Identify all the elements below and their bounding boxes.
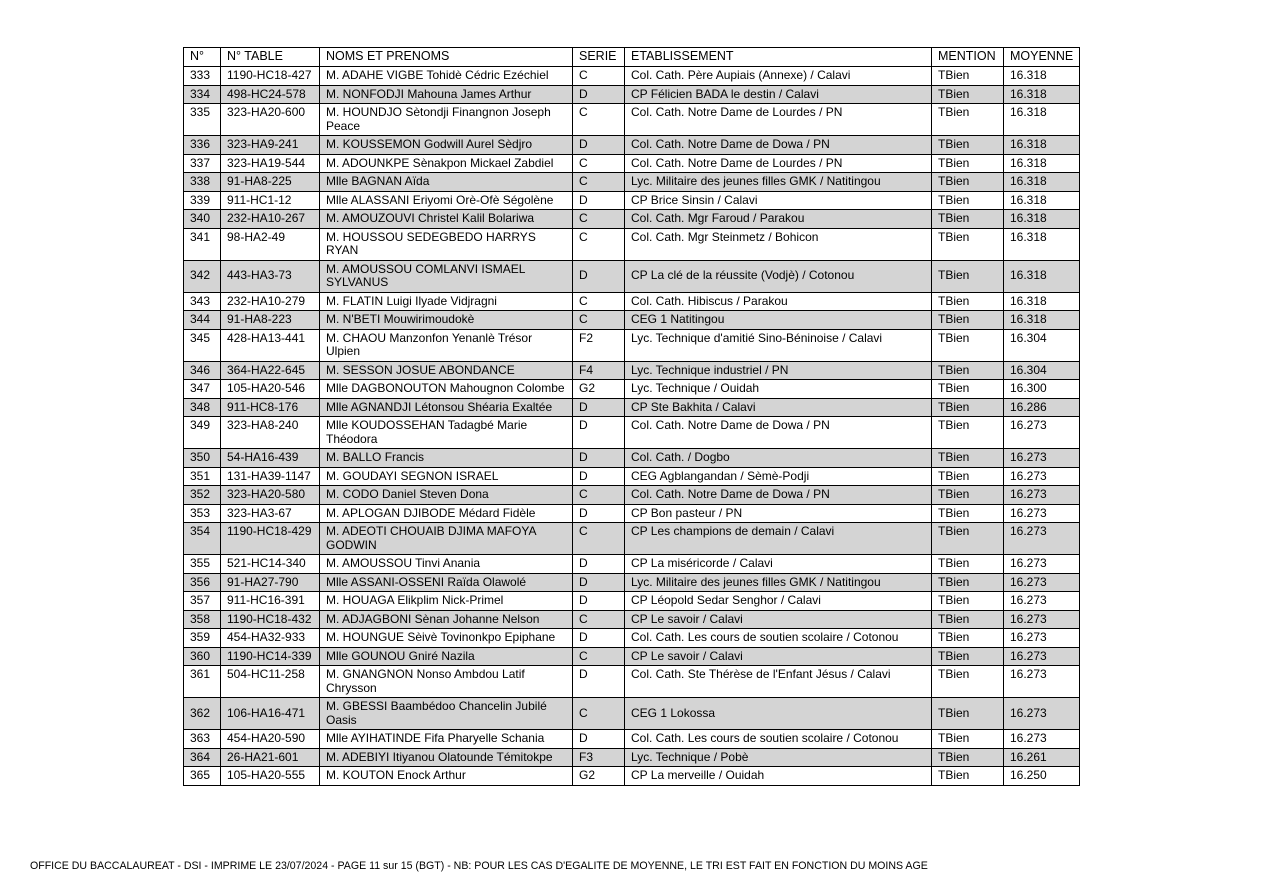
cell-mention: TBien [932, 311, 1004, 330]
cell-mention: TBien [932, 730, 1004, 749]
cell-school: Lyc. Technique / Ouidah [625, 380, 932, 399]
table-row [184, 154, 1080, 173]
table-row [184, 67, 1080, 86]
cell-series: C [573, 523, 625, 555]
cell-table-number: 498-HC24-578 [221, 85, 320, 104]
cell-name: M. AMOUSSOU COMLANVI ISMAEL SYLVANUS [320, 260, 573, 292]
cell-average: 16.273 [1004, 610, 1080, 629]
cell-series: C [573, 486, 625, 505]
cell-table-number: 364-HA22-645 [221, 361, 320, 380]
cell-mention: TBien [932, 767, 1004, 786]
page-footer: OFFICE DU BACCALAUREAT - DSI - IMPRIME LE 23/07/2024 - PAGE 11 sur 15 (BGT) - NB: POUR LES CAS D'EGALITE DE MOYENNE, LE TRI EST FAIT EN FONCTION DU MOINS AGE [30, 860, 928, 872]
cell-number: 358 [184, 610, 221, 629]
cell-name: M. N'BETI Mouwirimoudokè [320, 311, 573, 330]
cell-name: Mlle KOUDOSSEHAN Tadagbé Marie Théodora [320, 417, 573, 449]
cell-table-number: 323-HA20-580 [221, 486, 320, 505]
cell-average: 16.318 [1004, 260, 1080, 292]
cell-table-number: 26-HA21-601 [221, 748, 320, 767]
cell-average: 16.273 [1004, 647, 1080, 666]
cell-name: Mlle DAGBONOUTON Mahougnon Colombe [320, 380, 573, 399]
cell-school: Lyc. Technique / Pobè [625, 748, 932, 767]
cell-table-number: 1190-HC18-429 [221, 523, 320, 555]
cell-school: CP La miséricorde / Calavi [625, 555, 932, 574]
table-row [184, 730, 1080, 749]
header-school: ETABLISSEMENT [625, 48, 932, 67]
table-row [184, 629, 1080, 648]
cell-table-number: 454-HA32-933 [221, 629, 320, 648]
cell-school: CP Félicien BADA le destin / Calavi [625, 85, 932, 104]
table-row [184, 104, 1080, 136]
cell-mention: TBien [932, 85, 1004, 104]
cell-mention: TBien [932, 486, 1004, 505]
cell-mention: TBien [932, 666, 1004, 698]
table-row [184, 467, 1080, 486]
cell-series: D [573, 449, 625, 468]
cell-school: CP Brice Sinsin / Calavi [625, 191, 932, 210]
cell-series: D [573, 504, 625, 523]
cell-table-number: 91-HA8-225 [221, 173, 320, 192]
table-row [184, 767, 1080, 786]
cell-name: M. GNANGNON Nonso Ambdou Latif Chrysson [320, 666, 573, 698]
cell-average: 16.261 [1004, 748, 1080, 767]
cell-average: 16.318 [1004, 292, 1080, 311]
cell-series: C [573, 67, 625, 86]
cell-number: 353 [184, 504, 221, 523]
cell-school: Col. Cath. Mgr Faroud / Parakou [625, 210, 932, 229]
cell-mention: TBien [932, 592, 1004, 611]
cell-series: C [573, 311, 625, 330]
cell-mention: TBien [932, 610, 1004, 629]
cell-name: M. SESSON JOSUE ABONDANCE [320, 361, 573, 380]
table-row [184, 380, 1080, 399]
cell-number: 346 [184, 361, 221, 380]
cell-school: CP Le savoir / Calavi [625, 647, 932, 666]
cell-average: 16.273 [1004, 666, 1080, 698]
cell-series: C [573, 647, 625, 666]
table-row [184, 329, 1080, 361]
table-row [184, 698, 1080, 730]
cell-average: 16.250 [1004, 767, 1080, 786]
cell-series: D [573, 467, 625, 486]
cell-school: Col. Cath. Hibiscus / Parakou [625, 292, 932, 311]
cell-table-number: 91-HA8-223 [221, 311, 320, 330]
cell-series: D [573, 555, 625, 574]
cell-name: Mlle ALASSANI Eriyomi Orè-Ofè Ségolène [320, 191, 573, 210]
table-row [184, 260, 1080, 292]
cell-school: CEG 1 Natitingou [625, 311, 932, 330]
cell-series: D [573, 730, 625, 749]
cell-series: D [573, 592, 625, 611]
cell-series: C [573, 210, 625, 229]
cell-name: M. ADEOTI CHOUAIB DJIMA MAFOYA GODWIN [320, 523, 573, 555]
cell-number: 337 [184, 154, 221, 173]
cell-mention: TBien [932, 361, 1004, 380]
cell-average: 16.318 [1004, 311, 1080, 330]
table-row [184, 573, 1080, 592]
cell-number: 355 [184, 555, 221, 574]
cell-school: Lyc. Technique d'amitié Sino-Béninoise / Calavi [625, 329, 932, 361]
cell-mention: TBien [932, 154, 1004, 173]
cell-school: Col. Cath. Notre Dame de Dowa / PN [625, 486, 932, 505]
cell-number: 340 [184, 210, 221, 229]
header-average: MOYENNE [1004, 48, 1080, 67]
cell-name: M. HOUSSOU SEDEGBEDO HARRYS RYAN [320, 228, 573, 260]
cell-mention: TBien [932, 647, 1004, 666]
cell-school: Col. Cath. / Dogbo [625, 449, 932, 468]
cell-series: G2 [573, 380, 625, 399]
cell-name: Mlle AYIHATINDE Fifa Pharyelle Schania [320, 730, 573, 749]
table-row [184, 136, 1080, 155]
cell-name: M. BALLO Francis [320, 449, 573, 468]
cell-name: M. FLATIN Luigi Ilyade Vidjragni [320, 292, 573, 311]
cell-mention: TBien [932, 417, 1004, 449]
cell-series: F2 [573, 329, 625, 361]
cell-mention: TBien [932, 573, 1004, 592]
cell-number: 357 [184, 592, 221, 611]
cell-number: 364 [184, 748, 221, 767]
cell-mention: TBien [932, 67, 1004, 86]
cell-table-number: 323-HA8-240 [221, 417, 320, 449]
table-row [184, 361, 1080, 380]
table-row [184, 210, 1080, 229]
table-row [184, 311, 1080, 330]
table-row [184, 748, 1080, 767]
cell-table-number: 232-HA10-279 [221, 292, 320, 311]
cell-school: Col. Cath. Notre Dame de Lourdes / PN [625, 154, 932, 173]
header-number: N° [184, 48, 221, 67]
cell-average: 16.318 [1004, 173, 1080, 192]
cell-name: M. ADEBIYI Itiyanou Olatounde Témitokpe [320, 748, 573, 767]
cell-mention: TBien [932, 136, 1004, 155]
cell-school: Lyc. Technique industriel / PN [625, 361, 932, 380]
cell-mention: TBien [932, 210, 1004, 229]
cell-series: C [573, 610, 625, 629]
cell-name: M. ADAHE VIGBE Tohidè Cédric Ezéchiel [320, 67, 573, 86]
cell-school: Lyc. Militaire des jeunes filles GMK / Natitingou [625, 173, 932, 192]
cell-school: CP Ste Bakhita / Calavi [625, 398, 932, 417]
table-row [184, 647, 1080, 666]
cell-school: CEG 1 Lokossa [625, 698, 932, 730]
cell-number: 352 [184, 486, 221, 505]
cell-number: 351 [184, 467, 221, 486]
cell-table-number: 105-HA20-546 [221, 380, 320, 399]
cell-series: D [573, 629, 625, 648]
cell-number: 348 [184, 398, 221, 417]
cell-school: CP La clé de la réussite (Vodjè) / Cotonou [625, 260, 932, 292]
table-row [184, 85, 1080, 104]
cell-average: 16.273 [1004, 730, 1080, 749]
cell-mention: TBien [932, 748, 1004, 767]
cell-number: 336 [184, 136, 221, 155]
cell-name: M. GBESSI Baambédoo Chancelin Jubilé Oasis [320, 698, 573, 730]
table-row [184, 610, 1080, 629]
cell-average: 16.273 [1004, 417, 1080, 449]
cell-average: 16.273 [1004, 573, 1080, 592]
cell-name: Mlle AGNANDJI Létonsou Shéaria Exaltée [320, 398, 573, 417]
cell-average: 16.318 [1004, 136, 1080, 155]
cell-mention: TBien [932, 398, 1004, 417]
cell-school: CP Les champions de demain / Calavi [625, 523, 932, 555]
cell-number: 338 [184, 173, 221, 192]
cell-school: CP Le savoir / Calavi [625, 610, 932, 629]
cell-number: 359 [184, 629, 221, 648]
header-names: NOMS ET PRENOMS [320, 48, 573, 67]
cell-table-number: 1190-HC14-339 [221, 647, 320, 666]
cell-table-number: 131-HA39-1147 [221, 467, 320, 486]
cell-series: D [573, 398, 625, 417]
cell-name: M. HOUNGUE Sèivè Tovinonkpo Epiphane [320, 629, 573, 648]
cell-name: M. HOUAGA Elikplim Nick-Primel [320, 592, 573, 611]
table-row [184, 228, 1080, 260]
cell-series: D [573, 666, 625, 698]
table-row [184, 417, 1080, 449]
cell-table-number: 323-HA19-544 [221, 154, 320, 173]
cell-average: 16.304 [1004, 329, 1080, 361]
cell-table-number: 232-HA10-267 [221, 210, 320, 229]
cell-table-number: 105-HA20-555 [221, 767, 320, 786]
cell-series: G2 [573, 767, 625, 786]
table-row [184, 504, 1080, 523]
cell-table-number: 91-HA27-790 [221, 573, 320, 592]
cell-mention: TBien [932, 260, 1004, 292]
cell-series: C [573, 154, 625, 173]
cell-average: 16.273 [1004, 523, 1080, 555]
cell-average: 16.304 [1004, 361, 1080, 380]
cell-school: Col. Cath. Père Aupiais (Annexe) / Calavi [625, 67, 932, 86]
cell-number: 344 [184, 311, 221, 330]
results-table [183, 47, 1080, 786]
cell-mention: TBien [932, 449, 1004, 468]
cell-school: CEG Agblangandan / Sèmè-Podji [625, 467, 932, 486]
table-row [184, 486, 1080, 505]
cell-table-number: 443-HA3-73 [221, 260, 320, 292]
cell-number: 342 [184, 260, 221, 292]
cell-mention: TBien [932, 555, 1004, 574]
cell-number: 363 [184, 730, 221, 749]
cell-series: D [573, 191, 625, 210]
cell-mention: TBien [932, 504, 1004, 523]
cell-number: 350 [184, 449, 221, 468]
cell-mention: TBien [932, 629, 1004, 648]
cell-name: M. GOUDAYI SEGNON ISRAEL [320, 467, 573, 486]
cell-mention: TBien [932, 523, 1004, 555]
cell-school: Col. Cath. Les cours de soutien scolaire / Cotonou [625, 730, 932, 749]
cell-number: 333 [184, 67, 221, 86]
cell-name: M. CHAOU Manzonfon Yenanlè Trésor Ulpien [320, 329, 573, 361]
cell-series: C [573, 104, 625, 136]
header-table-number: N° TABLE [221, 48, 320, 67]
header-row [184, 48, 1080, 67]
cell-number: 341 [184, 228, 221, 260]
cell-average: 16.273 [1004, 504, 1080, 523]
cell-average: 16.318 [1004, 228, 1080, 260]
table-header [184, 48, 1080, 67]
cell-table-number: 106-HA16-471 [221, 698, 320, 730]
table-row [184, 398, 1080, 417]
cell-average: 16.273 [1004, 486, 1080, 505]
cell-average: 16.273 [1004, 629, 1080, 648]
cell-number: 356 [184, 573, 221, 592]
cell-average: 16.318 [1004, 210, 1080, 229]
cell-number: 365 [184, 767, 221, 786]
table-row [184, 292, 1080, 311]
cell-school: Col. Cath. Mgr Steinmetz / Bohicon [625, 228, 932, 260]
cell-name: M. HOUNDJO Sètondji Finangnon Joseph Peace [320, 104, 573, 136]
cell-average: 16.318 [1004, 154, 1080, 173]
cell-table-number: 1190-HC18-427 [221, 67, 320, 86]
cell-mention: TBien [932, 467, 1004, 486]
cell-series: D [573, 417, 625, 449]
header-series: SERIE [573, 48, 625, 67]
cell-school: CP La merveille / Ouidah [625, 767, 932, 786]
cell-table-number: 98-HA2-49 [221, 228, 320, 260]
cell-series: F3 [573, 748, 625, 767]
cell-series: C [573, 698, 625, 730]
cell-table-number: 454-HA20-590 [221, 730, 320, 749]
cell-school: CP Bon pasteur / PN [625, 504, 932, 523]
cell-number: 362 [184, 698, 221, 730]
cell-series: D [573, 573, 625, 592]
cell-mention: TBien [932, 173, 1004, 192]
cell-name: M. AMOUSSOU Tinvi Anania [320, 555, 573, 574]
cell-number: 360 [184, 647, 221, 666]
cell-number: 334 [184, 85, 221, 104]
cell-name: M. KOUSSEMON Godwill Aurel Sèdjro [320, 136, 573, 155]
cell-mention: TBien [932, 292, 1004, 311]
cell-name: M. ADOUNKPE Sènakpon Mickael Zabdiel [320, 154, 573, 173]
cell-average: 16.318 [1004, 85, 1080, 104]
cell-name: Mlle ASSANI-OSSENI Raïda Olawolé [320, 573, 573, 592]
table-row [184, 173, 1080, 192]
cell-school: Lyc. Militaire des jeunes filles GMK / Natitingou [625, 573, 932, 592]
cell-name: M. NONFODJI Mahouna James Arthur [320, 85, 573, 104]
cell-mention: TBien [932, 228, 1004, 260]
cell-series: D [573, 136, 625, 155]
cell-table-number: 323-HA9-241 [221, 136, 320, 155]
cell-mention: TBien [932, 329, 1004, 361]
cell-average: 16.318 [1004, 191, 1080, 210]
cell-mention: TBien [932, 380, 1004, 399]
cell-mention: TBien [932, 104, 1004, 136]
cell-series: F4 [573, 361, 625, 380]
cell-series: C [573, 292, 625, 311]
cell-table-number: 54-HA16-439 [221, 449, 320, 468]
cell-school: CP Léopold Sedar Senghor / Calavi [625, 592, 932, 611]
header-mention: MENTION [932, 48, 1004, 67]
cell-table-number: 1190-HC18-432 [221, 610, 320, 629]
cell-number: 349 [184, 417, 221, 449]
table-row [184, 592, 1080, 611]
cell-average: 16.286 [1004, 398, 1080, 417]
cell-name: Mlle GOUNOU Gniré Nazila [320, 647, 573, 666]
cell-number: 339 [184, 191, 221, 210]
cell-name: Mlle BAGNAN Aïda [320, 173, 573, 192]
cell-average: 16.300 [1004, 380, 1080, 399]
table-row [184, 191, 1080, 210]
cell-number: 354 [184, 523, 221, 555]
table-row [184, 555, 1080, 574]
cell-number: 343 [184, 292, 221, 311]
cell-series: D [573, 260, 625, 292]
cell-number: 347 [184, 380, 221, 399]
cell-school: Col. Cath. Notre Dame de Dowa / PN [625, 417, 932, 449]
cell-average: 16.273 [1004, 467, 1080, 486]
cell-mention: TBien [932, 191, 1004, 210]
cell-table-number: 521-HC14-340 [221, 555, 320, 574]
cell-table-number: 911-HC8-176 [221, 398, 320, 417]
table-row [184, 523, 1080, 555]
cell-name: M. CODO Daniel Steven Dona [320, 486, 573, 505]
cell-table-number: 323-HA3-67 [221, 504, 320, 523]
cell-number: 345 [184, 329, 221, 361]
cell-average: 16.273 [1004, 592, 1080, 611]
cell-average: 16.273 [1004, 555, 1080, 574]
cell-school: Col. Cath. Notre Dame de Dowa / PN [625, 136, 932, 155]
cell-series: D [573, 85, 625, 104]
cell-number: 361 [184, 666, 221, 698]
cell-name: M. KOUTON Enock Arthur [320, 767, 573, 786]
table-body [184, 67, 1080, 786]
cell-number: 335 [184, 104, 221, 136]
cell-series: C [573, 173, 625, 192]
cell-table-number: 323-HA20-600 [221, 104, 320, 136]
cell-name: M. APLOGAN DJIBODE Médard Fidèle [320, 504, 573, 523]
cell-school: Col. Cath. Ste Thérèse de l'Enfant Jésus / Calavi [625, 666, 932, 698]
cell-name: M. AMOUZOUVI Christel Kalil Bolariwa [320, 210, 573, 229]
cell-average: 16.273 [1004, 449, 1080, 468]
cell-mention: TBien [932, 698, 1004, 730]
table-row [184, 449, 1080, 468]
cell-school: Col. Cath. Notre Dame de Lourdes / PN [625, 104, 932, 136]
cell-table-number: 911-HC16-391 [221, 592, 320, 611]
cell-average: 16.318 [1004, 67, 1080, 86]
table-row [184, 666, 1080, 698]
cell-series: C [573, 228, 625, 260]
cell-school: Col. Cath. Les cours de soutien scolaire / Cotonou [625, 629, 932, 648]
cell-table-number: 504-HC11-258 [221, 666, 320, 698]
cell-name: M. ADJAGBONI Sènan Johanne Nelson [320, 610, 573, 629]
cell-average: 16.318 [1004, 104, 1080, 136]
cell-table-number: 428-HA13-441 [221, 329, 320, 361]
cell-table-number: 911-HC1-12 [221, 191, 320, 210]
cell-average: 16.273 [1004, 698, 1080, 730]
